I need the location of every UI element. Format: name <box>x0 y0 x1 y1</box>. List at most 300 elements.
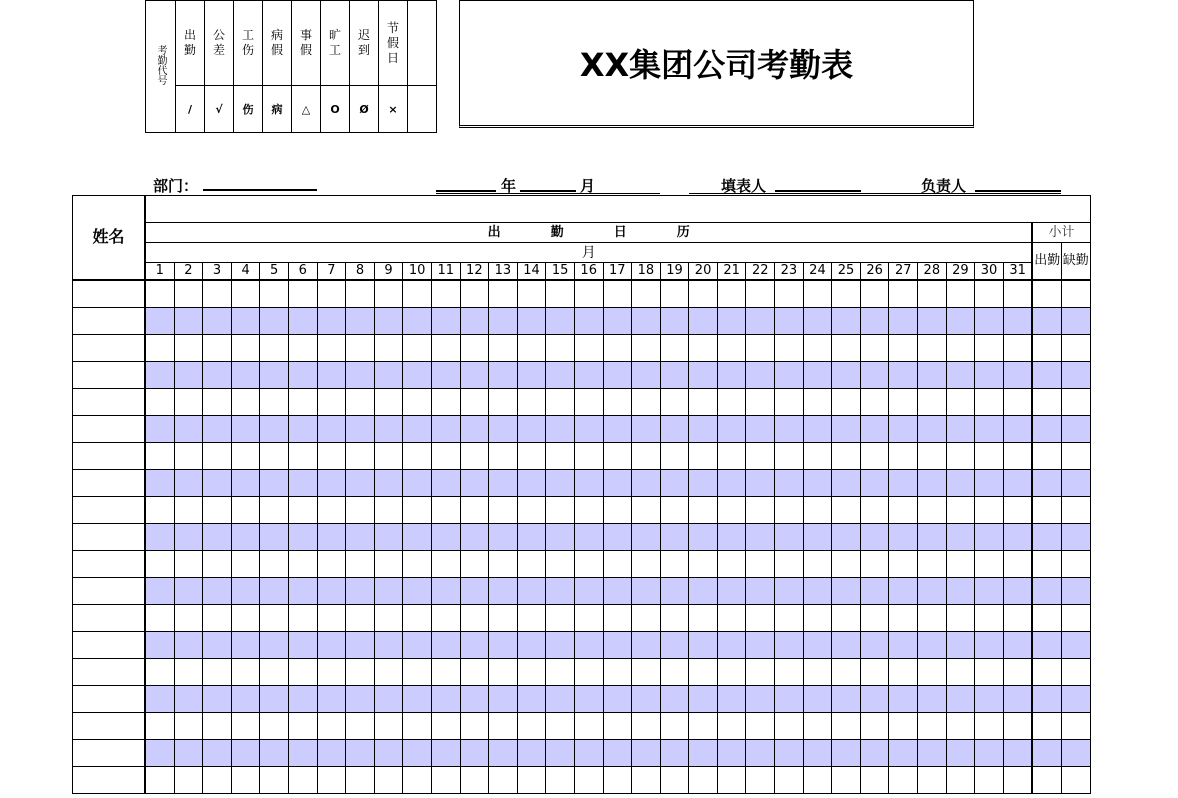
attendance-cell[interactable] <box>431 631 460 658</box>
attendance-cell[interactable] <box>803 550 832 577</box>
attendance-cell[interactable] <box>860 577 889 604</box>
attendance-cell[interactable] <box>746 496 775 523</box>
attendance-cell[interactable] <box>603 280 632 308</box>
employee-name-cell[interactable] <box>73 766 146 793</box>
attendance-cell[interactable] <box>174 739 203 766</box>
attendance-cell[interactable] <box>860 604 889 631</box>
attendance-cell[interactable] <box>145 280 174 308</box>
attendance-cell[interactable] <box>918 496 947 523</box>
attendance-cell[interactable] <box>574 685 603 712</box>
attendance-cell[interactable] <box>1003 685 1032 712</box>
attendance-cell[interactable] <box>231 388 260 415</box>
attend-total-cell[interactable] <box>1032 388 1061 415</box>
attendance-cell[interactable] <box>489 415 518 442</box>
attendance-cell[interactable] <box>174 631 203 658</box>
attendance-cell[interactable] <box>918 550 947 577</box>
attendance-cell[interactable] <box>546 388 575 415</box>
attendance-cell[interactable] <box>803 307 832 334</box>
attendance-cell[interactable] <box>317 280 346 308</box>
attendance-cell[interactable] <box>374 631 403 658</box>
attendance-cell[interactable] <box>288 712 317 739</box>
attendance-cell[interactable] <box>946 334 975 361</box>
attendance-cell[interactable] <box>374 280 403 308</box>
attendance-cell[interactable] <box>403 361 432 388</box>
attendance-cell[interactable] <box>374 685 403 712</box>
attendance-cell[interactable] <box>860 280 889 308</box>
attendance-cell[interactable] <box>775 604 804 631</box>
attendance-cell[interactable] <box>660 658 689 685</box>
attendance-cell[interactable] <box>632 280 661 308</box>
attend-total-cell[interactable] <box>1032 280 1061 308</box>
attendance-cell[interactable] <box>775 361 804 388</box>
attendance-cell[interactable] <box>203 766 232 793</box>
attendance-cell[interactable] <box>403 469 432 496</box>
attendance-cell[interactable] <box>288 685 317 712</box>
attendance-cell[interactable] <box>889 685 918 712</box>
attend-total-cell[interactable] <box>1032 496 1061 523</box>
attendance-cell[interactable] <box>317 712 346 739</box>
attendance-cell[interactable] <box>460 550 489 577</box>
attendance-cell[interactable] <box>603 307 632 334</box>
attendance-cell[interactable] <box>803 280 832 308</box>
attendance-cell[interactable] <box>574 658 603 685</box>
attendance-cell[interactable] <box>174 604 203 631</box>
attendance-cell[interactable] <box>832 712 861 739</box>
attendance-cell[interactable] <box>374 442 403 469</box>
attendance-cell[interactable] <box>145 658 174 685</box>
attendance-cell[interactable] <box>860 712 889 739</box>
attendance-cell[interactable] <box>403 631 432 658</box>
attendance-cell[interactable] <box>517 550 546 577</box>
attend-total-cell[interactable] <box>1032 739 1061 766</box>
attendance-cell[interactable] <box>832 658 861 685</box>
employee-name-cell[interactable] <box>73 550 146 577</box>
attendance-cell[interactable] <box>918 307 947 334</box>
attendance-cell[interactable] <box>632 334 661 361</box>
attendance-cell[interactable] <box>145 739 174 766</box>
absent-total-cell[interactable] <box>1062 766 1091 793</box>
attendance-cell[interactable] <box>489 361 518 388</box>
attendance-cell[interactable] <box>603 604 632 631</box>
attendance-cell[interactable] <box>489 334 518 361</box>
attendance-cell[interactable] <box>145 577 174 604</box>
attendance-cell[interactable] <box>717 550 746 577</box>
attendance-cell[interactable] <box>145 307 174 334</box>
employee-name-cell[interactable] <box>73 496 146 523</box>
attendance-cell[interactable] <box>746 766 775 793</box>
employee-name-cell[interactable] <box>73 523 146 550</box>
attendance-cell[interactable] <box>431 334 460 361</box>
attendance-cell[interactable] <box>918 712 947 739</box>
attendance-cell[interactable] <box>403 658 432 685</box>
attendance-cell[interactable] <box>717 469 746 496</box>
attendance-cell[interactable] <box>317 766 346 793</box>
attendance-cell[interactable] <box>918 388 947 415</box>
attendance-cell[interactable] <box>775 334 804 361</box>
attendance-cell[interactable] <box>975 415 1004 442</box>
attendance-cell[interactable] <box>660 469 689 496</box>
attendance-cell[interactable] <box>546 496 575 523</box>
employee-name-cell[interactable] <box>73 469 146 496</box>
attendance-cell[interactable] <box>489 631 518 658</box>
attendance-cell[interactable] <box>260 685 289 712</box>
attendance-cell[interactable] <box>660 523 689 550</box>
attendance-cell[interactable] <box>546 685 575 712</box>
attendance-cell[interactable] <box>260 415 289 442</box>
attendance-cell[interactable] <box>603 523 632 550</box>
absent-total-cell[interactable] <box>1062 658 1091 685</box>
absent-total-cell[interactable] <box>1062 361 1091 388</box>
attendance-cell[interactable] <box>374 712 403 739</box>
attendance-cell[interactable] <box>1003 577 1032 604</box>
attendance-cell[interactable] <box>632 631 661 658</box>
attendance-cell[interactable] <box>346 280 375 308</box>
attendance-cell[interactable] <box>431 307 460 334</box>
attendance-cell[interactable] <box>517 712 546 739</box>
attendance-cell[interactable] <box>946 712 975 739</box>
attendance-cell[interactable] <box>775 685 804 712</box>
attendance-cell[interactable] <box>775 280 804 308</box>
attendance-cell[interactable] <box>1003 307 1032 334</box>
attendance-cell[interactable] <box>775 577 804 604</box>
attendance-cell[interactable] <box>231 739 260 766</box>
absent-total-cell[interactable] <box>1062 307 1091 334</box>
attendance-cell[interactable] <box>260 496 289 523</box>
attendance-cell[interactable] <box>517 631 546 658</box>
attend-total-cell[interactable] <box>1032 685 1061 712</box>
attendance-cell[interactable] <box>260 442 289 469</box>
attendance-cell[interactable] <box>346 496 375 523</box>
attendance-cell[interactable] <box>717 361 746 388</box>
attendance-cell[interactable] <box>946 469 975 496</box>
attendance-cell[interactable] <box>174 307 203 334</box>
attendance-cell[interactable] <box>489 766 518 793</box>
attendance-cell[interactable] <box>1003 334 1032 361</box>
absent-total-cell[interactable] <box>1062 280 1091 308</box>
attendance-cell[interactable] <box>288 415 317 442</box>
attendance-cell[interactable] <box>975 442 1004 469</box>
attendance-cell[interactable] <box>403 739 432 766</box>
attendance-cell[interactable] <box>603 469 632 496</box>
attendance-cell[interactable] <box>431 496 460 523</box>
attendance-cell[interactable] <box>889 496 918 523</box>
attendance-cell[interactable] <box>889 469 918 496</box>
attendance-cell[interactable] <box>889 712 918 739</box>
attendance-cell[interactable] <box>517 739 546 766</box>
absent-total-cell[interactable] <box>1062 415 1091 442</box>
attendance-cell[interactable] <box>832 334 861 361</box>
attend-total-cell[interactable] <box>1032 442 1061 469</box>
attendance-cell[interactable] <box>260 712 289 739</box>
attendance-cell[interactable] <box>689 631 718 658</box>
attendance-cell[interactable] <box>574 415 603 442</box>
attendance-cell[interactable] <box>717 631 746 658</box>
attendance-cell[interactable] <box>174 766 203 793</box>
attendance-cell[interactable] <box>174 658 203 685</box>
attendance-cell[interactable] <box>717 577 746 604</box>
attendance-cell[interactable] <box>431 739 460 766</box>
attendance-cell[interactable] <box>517 469 546 496</box>
attendance-cell[interactable] <box>775 469 804 496</box>
attendance-cell[interactable] <box>546 469 575 496</box>
attendance-cell[interactable] <box>489 550 518 577</box>
attendance-cell[interactable] <box>460 361 489 388</box>
attendance-cell[interactable] <box>603 712 632 739</box>
attendance-cell[interactable] <box>775 496 804 523</box>
attendance-cell[interactable] <box>574 280 603 308</box>
attendance-cell[interactable] <box>374 658 403 685</box>
attendance-cell[interactable] <box>889 577 918 604</box>
attendance-cell[interactable] <box>946 550 975 577</box>
attendance-cell[interactable] <box>660 361 689 388</box>
attendance-cell[interactable] <box>689 550 718 577</box>
attendance-cell[interactable] <box>803 496 832 523</box>
attendance-cell[interactable] <box>174 577 203 604</box>
attendance-cell[interactable] <box>174 361 203 388</box>
attendance-cell[interactable] <box>403 766 432 793</box>
attendance-cell[interactable] <box>145 469 174 496</box>
attendance-cell[interactable] <box>574 550 603 577</box>
attendance-cell[interactable] <box>632 739 661 766</box>
attendance-cell[interactable] <box>346 415 375 442</box>
attendance-cell[interactable] <box>317 442 346 469</box>
attendance-cell[interactable] <box>946 685 975 712</box>
attendance-cell[interactable] <box>689 604 718 631</box>
attendance-cell[interactable] <box>288 469 317 496</box>
attendance-cell[interactable] <box>660 388 689 415</box>
attendance-cell[interactable] <box>889 631 918 658</box>
attendance-cell[interactable] <box>574 766 603 793</box>
attendance-cell[interactable] <box>1003 361 1032 388</box>
attendance-cell[interactable] <box>1003 631 1032 658</box>
attendance-cell[interactable] <box>145 604 174 631</box>
attendance-cell[interactable] <box>517 307 546 334</box>
attendance-cell[interactable] <box>288 361 317 388</box>
attendance-cell[interactable] <box>288 739 317 766</box>
attendance-cell[interactable] <box>975 469 1004 496</box>
attendance-cell[interactable] <box>288 604 317 631</box>
attendance-cell[interactable] <box>145 712 174 739</box>
attendance-cell[interactable] <box>346 469 375 496</box>
attendance-cell[interactable] <box>231 766 260 793</box>
attendance-cell[interactable] <box>860 469 889 496</box>
attendance-cell[interactable] <box>431 388 460 415</box>
attendance-cell[interactable] <box>689 307 718 334</box>
employee-name-cell[interactable] <box>73 388 146 415</box>
attendance-cell[interactable] <box>803 523 832 550</box>
attendance-cell[interactable] <box>546 280 575 308</box>
attendance-cell[interactable] <box>317 604 346 631</box>
attendance-cell[interactable] <box>431 415 460 442</box>
attendance-cell[interactable] <box>689 496 718 523</box>
attendance-cell[interactable] <box>546 739 575 766</box>
attendance-cell[interactable] <box>517 280 546 308</box>
attendance-cell[interactable] <box>775 658 804 685</box>
attendance-cell[interactable] <box>603 577 632 604</box>
attendance-cell[interactable] <box>632 469 661 496</box>
attendance-cell[interactable] <box>374 766 403 793</box>
attendance-cell[interactable] <box>717 712 746 739</box>
attendance-cell[interactable] <box>746 604 775 631</box>
attendance-cell[interactable] <box>203 388 232 415</box>
attendance-cell[interactable] <box>460 631 489 658</box>
attendance-cell[interactable] <box>860 496 889 523</box>
attendance-cell[interactable] <box>231 415 260 442</box>
attendance-cell[interactable] <box>660 685 689 712</box>
attendance-cell[interactable] <box>231 442 260 469</box>
attendance-cell[interactable] <box>489 739 518 766</box>
attendance-cell[interactable] <box>918 577 947 604</box>
attendance-cell[interactable] <box>975 685 1004 712</box>
attendance-cell[interactable] <box>832 631 861 658</box>
attendance-cell[interactable] <box>546 604 575 631</box>
attendance-cell[interactable] <box>632 550 661 577</box>
attendance-cell[interactable] <box>689 361 718 388</box>
attendance-cell[interactable] <box>460 577 489 604</box>
attendance-cell[interactable] <box>832 577 861 604</box>
attendance-cell[interactable] <box>203 469 232 496</box>
attendance-cell[interactable] <box>689 712 718 739</box>
attendance-cell[interactable] <box>775 307 804 334</box>
attendance-cell[interactable] <box>689 685 718 712</box>
attendance-cell[interactable] <box>689 469 718 496</box>
attendance-cell[interactable] <box>374 361 403 388</box>
employee-name-cell[interactable] <box>73 334 146 361</box>
attendance-cell[interactable] <box>489 604 518 631</box>
attendance-cell[interactable] <box>346 550 375 577</box>
attendance-cell[interactable] <box>346 361 375 388</box>
attendance-cell[interactable] <box>574 361 603 388</box>
attendance-cell[interactable] <box>574 523 603 550</box>
attendance-cell[interactable] <box>403 442 432 469</box>
attendance-cell[interactable] <box>889 604 918 631</box>
attendance-cell[interactable] <box>803 334 832 361</box>
attendance-cell[interactable] <box>317 631 346 658</box>
attendance-cell[interactable] <box>403 388 432 415</box>
attendance-cell[interactable] <box>460 658 489 685</box>
attendance-cell[interactable] <box>918 604 947 631</box>
attendance-cell[interactable] <box>145 631 174 658</box>
attendance-cell[interactable] <box>203 739 232 766</box>
employee-name-cell[interactable] <box>73 415 146 442</box>
attendance-cell[interactable] <box>860 415 889 442</box>
attendance-cell[interactable] <box>946 604 975 631</box>
attendance-cell[interactable] <box>975 658 1004 685</box>
attendance-cell[interactable] <box>517 523 546 550</box>
attendance-cell[interactable] <box>489 442 518 469</box>
attendance-cell[interactable] <box>775 739 804 766</box>
attendance-cell[interactable] <box>260 361 289 388</box>
attendance-cell[interactable] <box>231 469 260 496</box>
attendance-cell[interactable] <box>346 334 375 361</box>
attend-total-cell[interactable] <box>1032 577 1061 604</box>
attendance-cell[interactable] <box>317 685 346 712</box>
attendance-cell[interactable] <box>803 469 832 496</box>
attend-total-cell[interactable] <box>1032 469 1061 496</box>
attendance-cell[interactable] <box>574 604 603 631</box>
attendance-cell[interactable] <box>603 685 632 712</box>
attendance-cell[interactable] <box>746 712 775 739</box>
attendance-cell[interactable] <box>574 739 603 766</box>
attendance-cell[interactable] <box>174 550 203 577</box>
absent-total-cell[interactable] <box>1062 712 1091 739</box>
attendance-cell[interactable] <box>260 766 289 793</box>
attendance-cell[interactable] <box>203 712 232 739</box>
attendance-cell[interactable] <box>632 361 661 388</box>
attendance-cell[interactable] <box>203 685 232 712</box>
attendance-cell[interactable] <box>660 604 689 631</box>
attendance-cell[interactable] <box>946 388 975 415</box>
attendance-cell[interactable] <box>860 388 889 415</box>
attendance-cell[interactable] <box>403 280 432 308</box>
attendance-cell[interactable] <box>746 523 775 550</box>
attendance-cell[interactable] <box>775 631 804 658</box>
attendance-cell[interactable] <box>317 550 346 577</box>
attendance-cell[interactable] <box>174 442 203 469</box>
attendance-cell[interactable] <box>288 280 317 308</box>
absent-total-cell[interactable] <box>1062 685 1091 712</box>
attendance-cell[interactable] <box>231 361 260 388</box>
attendance-cell[interactable] <box>689 577 718 604</box>
attendance-cell[interactable] <box>574 442 603 469</box>
attendance-cell[interactable] <box>288 766 317 793</box>
attendance-cell[interactable] <box>546 334 575 361</box>
attendance-cell[interactable] <box>317 334 346 361</box>
attendance-cell[interactable] <box>746 469 775 496</box>
attendance-cell[interactable] <box>946 361 975 388</box>
attendance-cell[interactable] <box>203 415 232 442</box>
attendance-cell[interactable] <box>975 631 1004 658</box>
attendance-cell[interactable] <box>517 685 546 712</box>
absent-total-cell[interactable] <box>1062 577 1091 604</box>
attendance-cell[interactable] <box>403 334 432 361</box>
attendance-cell[interactable] <box>460 469 489 496</box>
attendance-cell[interactable] <box>632 766 661 793</box>
attendance-cell[interactable] <box>346 307 375 334</box>
attendance-cell[interactable] <box>374 496 403 523</box>
attendance-cell[interactable] <box>717 388 746 415</box>
attendance-cell[interactable] <box>832 496 861 523</box>
attendance-cell[interactable] <box>832 604 861 631</box>
attendance-cell[interactable] <box>832 415 861 442</box>
attendance-cell[interactable] <box>603 739 632 766</box>
attendance-cell[interactable] <box>746 388 775 415</box>
attendance-cell[interactable] <box>460 280 489 308</box>
attendance-cell[interactable] <box>803 658 832 685</box>
attendance-cell[interactable] <box>346 658 375 685</box>
attendance-cell[interactable] <box>975 334 1004 361</box>
attend-total-cell[interactable] <box>1032 766 1061 793</box>
absent-total-cell[interactable] <box>1062 739 1091 766</box>
attendance-cell[interactable] <box>145 496 174 523</box>
attendance-cell[interactable] <box>403 685 432 712</box>
attendance-cell[interactable] <box>174 469 203 496</box>
attendance-cell[interactable] <box>975 604 1004 631</box>
attendance-cell[interactable] <box>260 739 289 766</box>
attendance-cell[interactable] <box>717 658 746 685</box>
attendance-cell[interactable] <box>403 550 432 577</box>
attendance-cell[interactable] <box>975 712 1004 739</box>
attendance-cell[interactable] <box>403 496 432 523</box>
attendance-cell[interactable] <box>860 739 889 766</box>
attendance-cell[interactable] <box>317 415 346 442</box>
absent-total-cell[interactable] <box>1062 550 1091 577</box>
attendance-cell[interactable] <box>145 388 174 415</box>
attendance-cell[interactable] <box>632 577 661 604</box>
attendance-cell[interactable] <box>517 334 546 361</box>
attendance-cell[interactable] <box>288 334 317 361</box>
filler-field[interactable] <box>775 190 861 192</box>
